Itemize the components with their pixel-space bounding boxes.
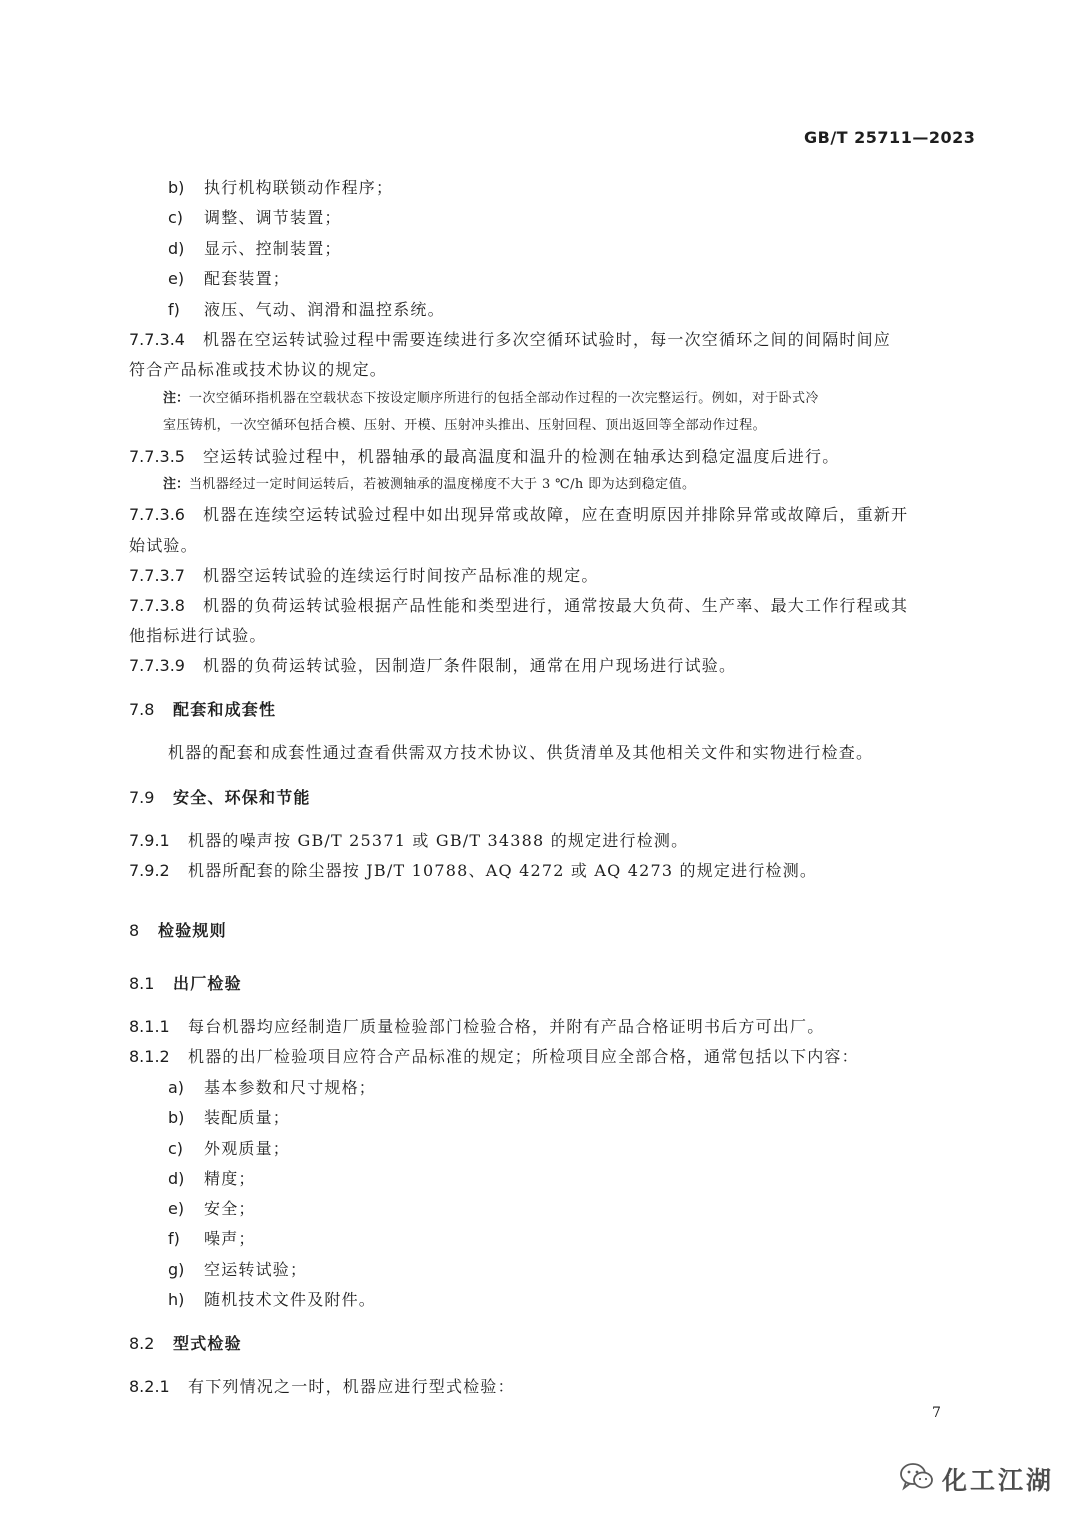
note: 注：一次空循环指机器在空载状态下按设定顺序所进行的包括全部动作过程的一次完整运行。例如，对于卧式冷	[163, 391, 819, 406]
section-heading-8-2: 8.2 型式检验	[129, 1334, 242, 1353]
list-item: e) 配套装置；	[168, 269, 291, 288]
list-item: h) 随机技术文件及附件。	[168, 1290, 377, 1309]
clause-7-7-3-6: 7.7.3.6 机器在连续空运转试验过程中如出现异常或故障，应在查明原因并排除异常或故障后，重新开	[129, 505, 909, 524]
clause-7-7-3-8: 7.7.3.8 机器的负荷运转试验根据产品性能和类型进行，通常按最大负荷、生产率、最大工作行程或其	[129, 596, 909, 615]
wechat-icon	[900, 1462, 934, 1496]
list-item: b) 装配质量；	[168, 1108, 291, 1127]
section-heading-7-8: 7.8 配套和成套性	[129, 700, 277, 719]
clause-8-2-1: 8.2.1 有下列情况之一时，机器应进行型式检验：	[129, 1377, 515, 1396]
clause-7-7-3-6-cont: 始试验。	[129, 536, 198, 555]
list-item: a) 基本参数和尺寸规格；	[168, 1078, 377, 1097]
watermark-text: 化工江湖	[942, 1466, 1055, 1495]
list-item: f) 液压、气动、润滑和温控系统。	[168, 300, 445, 319]
page-number: 7	[932, 1405, 941, 1421]
clause-7-7-3-4: 7.7.3.4 机器在空运转试验过程中需要连续进行多次空循环试验时，每一次空循环之间的间隔时间应	[129, 330, 892, 349]
list-item: c) 调整、调节装置；	[168, 208, 342, 227]
clause-7-7-3-9: 7.7.3.9 机器的负荷运转试验，因制造厂条件限制，通常在用户现场进行试验。	[129, 656, 737, 675]
list-item: d) 显示、控制装置；	[168, 239, 342, 258]
list-item: d) 精度；	[168, 1169, 256, 1188]
clause-7-9-1: 7.9.1 机器的噪声按 GB/T 25371 或 GB/T 34388 的规定进行检测。	[129, 831, 689, 850]
clause-7-9-2: 7.9.2 机器所配套的除尘器按 JB/T 10788、AQ 4272 或 AQ 4273 的规定进行检测。	[129, 861, 818, 880]
list-item: e) 安全；	[168, 1199, 256, 1218]
note: 注：当机器经过一定时间运转后，若被测轴承的温度梯度不大于 3 ℃/h 即为达到稳定值。	[163, 477, 696, 492]
list-item: b) 执行机构联锁动作程序；	[168, 178, 394, 197]
clause-8-1-2: 8.1.2 机器的出厂检验项目应符合产品标准的规定；所检项目应全部合格，通常包括以下内容：	[129, 1047, 859, 1066]
chapter-heading-8: 8 检验规则	[129, 921, 227, 940]
watermark	[900, 1462, 1054, 1496]
standard-code: GB/T 25711—2023	[804, 128, 976, 147]
list-item: f) 噪声；	[168, 1229, 256, 1248]
list-item: g) 空运转试验；	[168, 1260, 308, 1279]
paragraph: 机器的配套和成套性通过查看供需双方技术协议、供货清单及其他相关文件和实物进行检查。	[168, 743, 874, 762]
section-heading-8-1: 8.1 出厂检验	[129, 974, 242, 993]
clause-7-7-3-8-cont: 他指标进行试验。	[129, 626, 267, 645]
section-heading-7-9: 7.9 安全、环保和节能	[129, 788, 311, 807]
list-item: c) 外观质量；	[168, 1139, 291, 1158]
clause-7-7-3-5: 7.7.3.5 空运转试验过程中，机器轴承的最高温度和温升的检测在轴承达到稳定温度后进行。	[129, 447, 840, 466]
clause-8-1-1: 8.1.1 每台机器均应经制造厂质量检验部门检验合格，并附有产品合格证明书后方可出厂。	[129, 1017, 825, 1036]
clause-7-7-3-7: 7.7.3.7 机器空运转试验的连续运行时间按产品标准的规定。	[129, 566, 599, 585]
note-cont: 室压铸机，一次空循环包括合模、压射、开模、压射冲头推出、压射回程、顶出返回等全部动作过程。	[163, 418, 767, 433]
clause-7-7-3-4-cont: 符合产品标准或技术协议的规定。	[129, 360, 388, 379]
